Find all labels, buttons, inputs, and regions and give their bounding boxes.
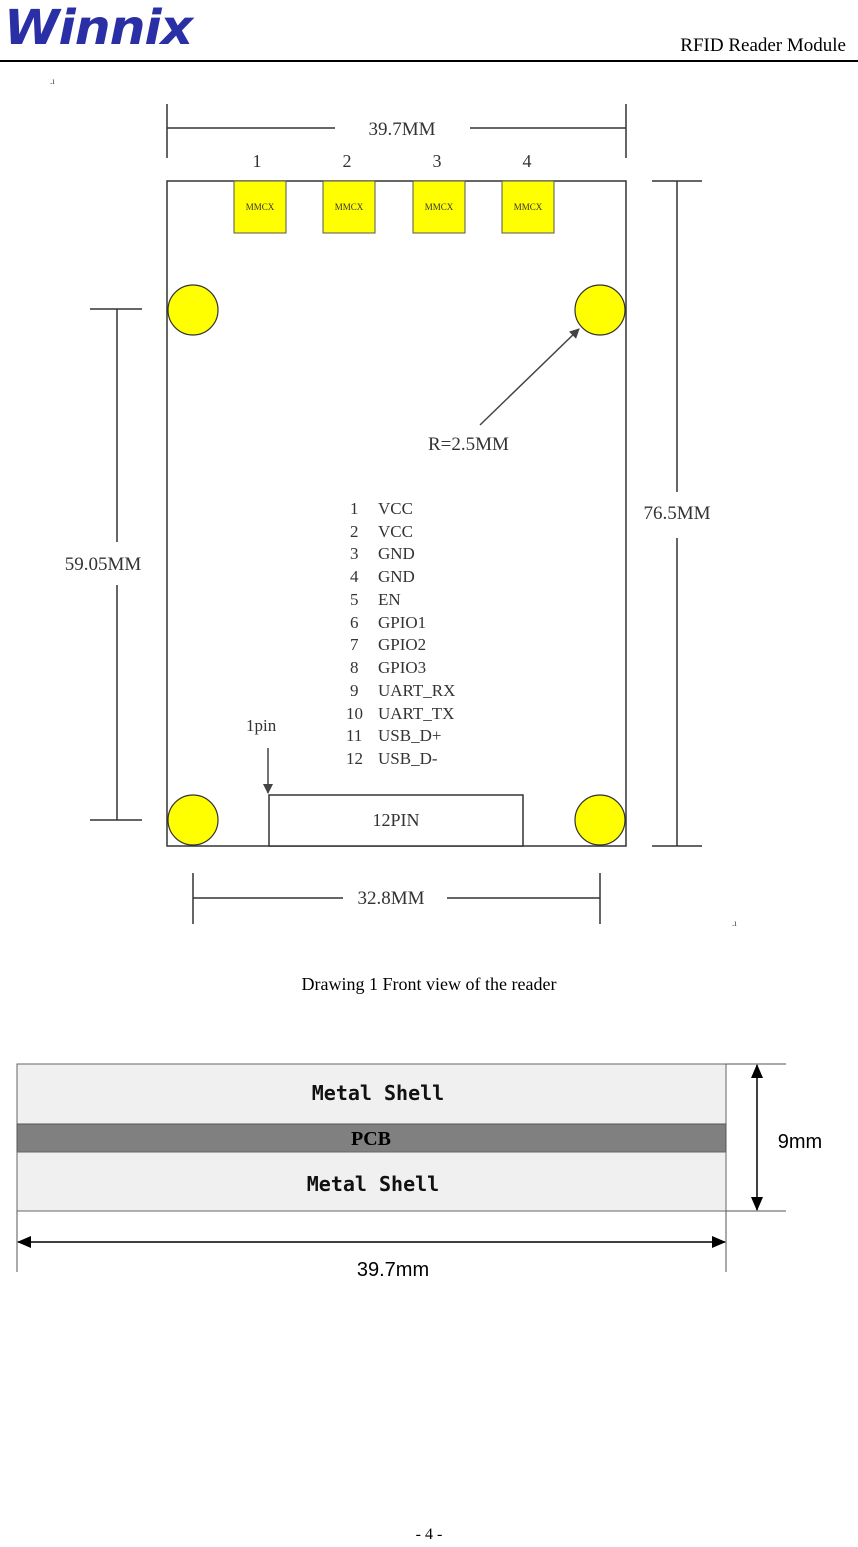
pin1-label: 1pin [246,716,277,735]
pin-number: 10 [346,704,363,723]
connector-number: 1 [252,151,262,171]
height-right-label: 76.5MM [643,503,711,524]
pin-number: 11 [346,726,363,745]
pin-number: 3 [350,544,359,563]
page-number: - 4 - [415,1526,443,1543]
figure-caption: Drawing 1 Front view of the reader [301,974,557,994]
mounting-hole [168,285,218,335]
paragraph-mark: .ı [732,918,737,928]
metal-shell-top-label: Metal Shell [311,1081,445,1105]
pin-name: EN [378,590,401,609]
mounting-hole [575,285,625,335]
connector-number: 2 [342,151,352,171]
pin-name: GPIO2 [378,635,427,654]
pin-name: UART_TX [378,704,455,723]
height-left-label: 59.05MM [64,554,142,575]
connector-number: 3 [432,151,442,171]
pin-number: 9 [350,681,359,700]
winnix-logo: Winnix [4,0,193,56]
mounting-hole [575,795,625,845]
radius-label: R=2.5MM [428,434,509,455]
pin-name: GND [378,567,415,586]
pin-number: 6 [350,613,359,632]
pin-number: 2 [350,522,359,541]
mmcx-label: MMCX [424,202,454,212]
pin-name: USB_D+ [378,726,442,745]
mmcx-label: MMCX [334,202,364,212]
metal-shell-bottom-label: Metal Shell [306,1172,440,1196]
width-top-label: 39.7MM [368,119,436,140]
pin-name: GPIO3 [378,658,427,677]
mmcx-label: MMCX [513,202,543,212]
pin-name: VCC [378,499,413,518]
paragraph-mark: .ı [50,76,55,86]
pin-name: GPIO1 [378,613,427,632]
pcb-label: PCB [351,1128,391,1150]
pin-number: 5 [350,590,359,609]
pin-name: GND [378,544,415,563]
pin-name: USB_D- [378,749,438,768]
mmcx-label: MMCX [245,202,275,212]
pin-number: 4 [350,567,359,586]
mounting-hole [168,795,218,845]
thickness-label: 9mm [777,1131,823,1153]
header-title: RFID Reader Module [680,35,846,56]
width-label: 39.7mm [356,1259,430,1281]
pin-number: 7 [350,635,359,654]
side-view-drawing [0,1040,858,1300]
connector-number: 4 [522,151,532,171]
width-bottom-label: 32.8MM [357,888,425,909]
pin-name: UART_RX [378,681,456,700]
pin-header-label: 12PIN [372,810,420,830]
pin-number: 8 [350,658,359,677]
pin-name: VCC [378,522,413,541]
pin-number: 12 [346,749,363,768]
pin-number: 1 [350,499,359,518]
